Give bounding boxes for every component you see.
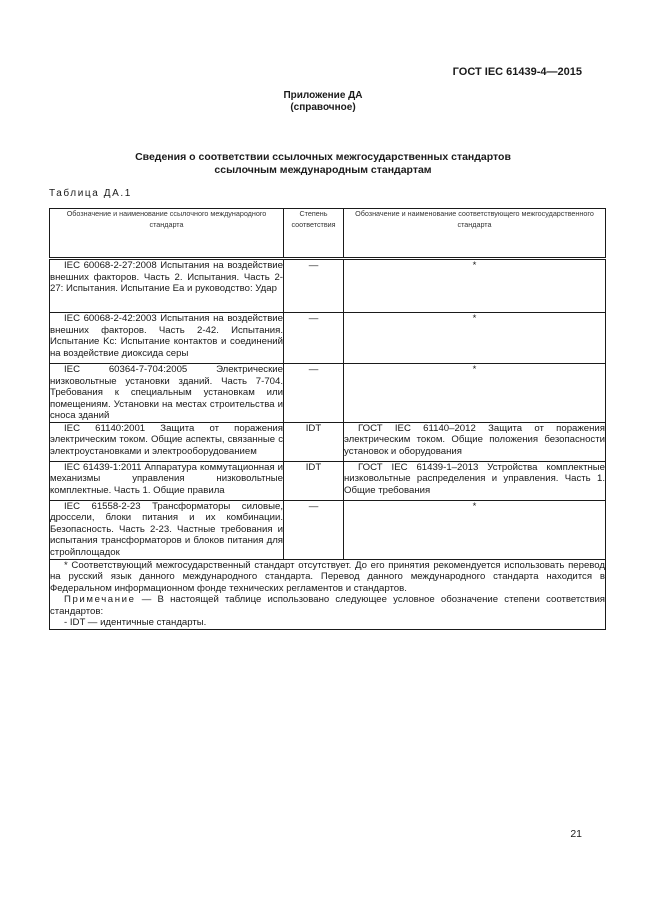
header-interstate-standard: Обозначение и наименование соответствующего межгосударственного стандарта bbox=[344, 209, 606, 259]
section-heading-line1: Сведения о соответствии ссылочных межгосударственных стандартов bbox=[135, 151, 511, 163]
note-label: Примечание bbox=[64, 594, 136, 605]
footnote: * Соответствующий межгосударственный стандарт отсутствует. До его принятия рекомендуется использовать перевод на русский язык данного международного стандарта. Перевод данного международного стандарта находится в Федеральном информационном фонде технических регламентов и стандартов. bbox=[50, 559, 605, 594]
annex-subtitle: (справочное) bbox=[290, 102, 356, 113]
intl-standard-cell: IEC 61439-1:2011 Аппаратура коммутационная и механизмы управления низковольтные комплектные. Часть 1. Общие правила bbox=[50, 461, 283, 496]
intl-standard-cell: IEC 61140:2001 Защита от поражения электрическим током. Общие аспекты, связанные с электроустановками и электрооборудованием bbox=[50, 422, 283, 457]
correspondence-table bbox=[49, 208, 606, 630]
degree-cell: — bbox=[284, 364, 344, 423]
degree-cell: — bbox=[284, 259, 344, 313]
intl-standard-cell: IEC 60068-2-42:2003 Испытания на воздействие внешних факторов. Часть 2-42. Испытания. Испытание Kc: Испытание контактов и соединений на воздействие диоксида серы bbox=[50, 313, 283, 359]
legend-idt: - IDT — идентичные стандарты. bbox=[64, 617, 207, 628]
degree-cell: — bbox=[284, 500, 344, 559]
note-text: — В настоящей таблице использовано следующее условное обозначение степени соответствия стандартов: bbox=[50, 594, 605, 617]
table-notes-row bbox=[50, 559, 606, 629]
interstate-standard-cell: ГОСТ IEC 61439-1–2013 Устройства комплектные низковольтные распределения и управления. Часть 1. Общие требования bbox=[344, 461, 605, 496]
intl-standard-cell: IEC 60068-2-27:2008 Испытания на воздействие внешних факторов. Часть 2. Испытания. Часть 2-27: Испытания. Испытание Ea и руководство: Удар bbox=[50, 260, 283, 294]
section-heading bbox=[0, 151, 646, 177]
table-row bbox=[50, 500, 606, 559]
header-intl-standard: Обозначение и наименование ссылочного международного стандарта bbox=[50, 209, 284, 259]
table-row bbox=[50, 461, 606, 500]
intl-standard-cell: IEC 60364-7-704:2005 Электрические низковольтные установки зданий. Часть 7-704. Требования к специальным установкам или помещениям. Установки на местах строительства и сноса зданий bbox=[50, 364, 283, 421]
annex-title: Приложение ДА bbox=[283, 90, 363, 101]
document-code: ГОСТ IEC 61439-4—2015 bbox=[452, 66, 582, 78]
intl-standard-cell: IEC 61558-2-23 Трансформаторы силовые, дроссели, блоки питания и их комбинации. Безопасность. Часть 2-23. Частные требования и испытания трансформаторов и блоков питания для стройплощадок bbox=[50, 500, 283, 558]
interstate-standard-cell: * bbox=[344, 500, 606, 559]
page-number: 21 bbox=[570, 828, 582, 840]
table-row bbox=[50, 422, 606, 461]
degree-cell: — bbox=[284, 313, 344, 364]
table-notes bbox=[50, 559, 606, 629]
interstate-standard-cell: ГОСТ IEC 61140–2012 Защита от поражения электрическим током. Общие положения безопасности установок и оборудования bbox=[344, 422, 605, 457]
note bbox=[50, 594, 605, 617]
table-label: Таблица ДА.1 bbox=[49, 188, 132, 199]
interstate-standard-cell: * bbox=[344, 259, 606, 313]
interstate-standard-cell: * bbox=[344, 364, 606, 423]
degree-cell: IDT bbox=[284, 422, 344, 461]
table-row bbox=[50, 313, 606, 364]
table-row bbox=[50, 259, 606, 313]
interstate-standard-cell: * bbox=[344, 313, 606, 364]
header-degree: Степень соответствия bbox=[284, 209, 344, 259]
table-row bbox=[50, 364, 606, 423]
section-heading-line2: ссылочным международным стандартам bbox=[214, 164, 432, 176]
degree-cell: IDT bbox=[284, 461, 344, 500]
annex-header bbox=[0, 90, 646, 114]
